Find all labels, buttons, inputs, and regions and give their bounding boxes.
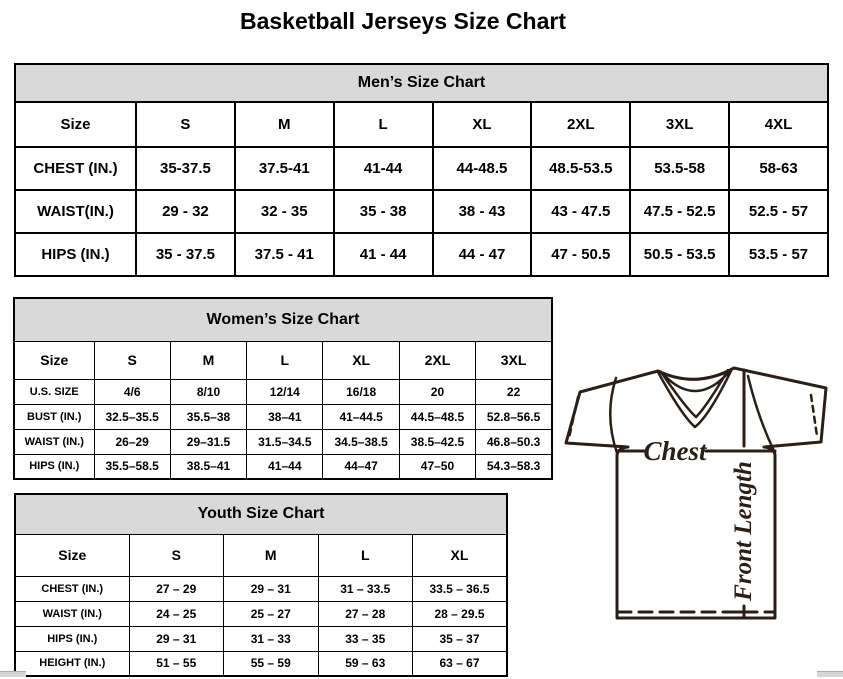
youth-size-table xyxy=(14,493,508,677)
cell: 53.5 - 57 xyxy=(729,233,828,276)
front-length-label: Front Length xyxy=(730,461,757,601)
cell: 20 xyxy=(399,379,475,404)
cell: 52.5 - 57 xyxy=(729,190,828,233)
cell: 47.5 - 52.5 xyxy=(630,190,729,233)
row-label: WAIST(IN.) xyxy=(15,190,136,233)
cell: 25 – 27 xyxy=(224,601,319,626)
cell: 26–29 xyxy=(94,429,170,454)
cell: 38.5–42.5 xyxy=(399,429,475,454)
cell: 34.5–38.5 xyxy=(323,429,399,454)
table-row xyxy=(14,454,552,479)
table-row xyxy=(14,379,552,404)
column-header: 2XL xyxy=(531,102,630,147)
sleeve-stitch-dashes xyxy=(569,395,817,438)
womens-size-table xyxy=(13,297,553,480)
cell: 43 - 47.5 xyxy=(531,190,630,233)
column-header: M xyxy=(235,102,334,147)
cell: 27 – 29 xyxy=(129,576,224,601)
cell: 63 – 67 xyxy=(413,651,508,676)
column-header: Size xyxy=(15,102,136,147)
table-row xyxy=(15,651,507,676)
column-header: S xyxy=(94,341,170,379)
chest-label: Chest xyxy=(643,436,707,466)
cell: 38.5–41 xyxy=(170,454,246,479)
column-header: L xyxy=(334,102,433,147)
mens-table-title: Men’s Size Chart xyxy=(15,64,828,102)
cell: 24 – 25 xyxy=(129,601,224,626)
column-header: Size xyxy=(15,534,129,576)
cell: 8/10 xyxy=(170,379,246,404)
cell: 41 - 44 xyxy=(334,233,433,276)
table-row xyxy=(14,429,552,454)
cell: 53.5-58 xyxy=(630,147,729,190)
cell: 35 - 38 xyxy=(334,190,433,233)
column-header: 4XL xyxy=(729,102,828,147)
cell: 35.5–58.5 xyxy=(94,454,170,479)
column-header: Size xyxy=(14,341,94,379)
column-header: 3XL xyxy=(476,341,552,379)
jersey-diagram xyxy=(558,363,840,635)
cell: 44 - 47 xyxy=(433,233,532,276)
table-row xyxy=(15,601,507,626)
cell: 35 – 37 xyxy=(413,626,508,651)
cell: 29 – 31 xyxy=(129,626,224,651)
table-row xyxy=(15,147,828,190)
youth-table-title: Youth Size Chart xyxy=(15,494,507,534)
cell: 27 – 28 xyxy=(318,601,413,626)
cell: 41-44 xyxy=(334,147,433,190)
cell: 44–47 xyxy=(323,454,399,479)
cell: 38–41 xyxy=(247,404,323,429)
cell: 48.5-53.5 xyxy=(531,147,630,190)
row-label: WAIST (IN.) xyxy=(14,429,94,454)
cell: 35 - 37.5 xyxy=(136,233,235,276)
cell: 29–31.5 xyxy=(170,429,246,454)
row-label: CHEST (IN.) xyxy=(15,147,136,190)
row-label: HIPS (IN.) xyxy=(15,233,136,276)
cell: 31.5–34.5 xyxy=(247,429,323,454)
row-label: U.S. SIZE xyxy=(14,379,94,404)
cell: 22 xyxy=(476,379,552,404)
column-header: XL xyxy=(433,102,532,147)
cell: 54.3–58.3 xyxy=(476,454,552,479)
cell: 29 – 31 xyxy=(224,576,319,601)
cell: 28 – 29.5 xyxy=(413,601,508,626)
cell: 46.8–50.3 xyxy=(476,429,552,454)
cell: 33 – 35 xyxy=(318,626,413,651)
table-row xyxy=(15,576,507,601)
cell: 35-37.5 xyxy=(136,147,235,190)
cell: 33.5 – 36.5 xyxy=(413,576,508,601)
cell: 41–44 xyxy=(247,454,323,479)
page-title: Basketball Jerseys Size Chart xyxy=(239,8,566,34)
cell: 32 - 35 xyxy=(235,190,334,233)
row-label: HIPS (IN.) xyxy=(14,454,94,479)
cell: 29 - 32 xyxy=(136,190,235,233)
column-header: S xyxy=(136,102,235,147)
row-label: HIPS (IN.) xyxy=(15,626,129,651)
cell: 31 – 33 xyxy=(224,626,319,651)
row-label: BUST (IN.) xyxy=(14,404,94,429)
cell: 44.5–48.5 xyxy=(399,404,475,429)
column-header: L xyxy=(318,534,413,576)
row-label: CHEST (IN.) xyxy=(15,576,129,601)
column-header: M xyxy=(224,534,319,576)
table-row xyxy=(15,233,828,276)
scrollbar-fragment-left xyxy=(0,671,26,677)
cell: 35.5–38 xyxy=(170,404,246,429)
cell: 41–44.5 xyxy=(323,404,399,429)
cell: 51 – 55 xyxy=(129,651,224,676)
column-header: 3XL xyxy=(630,102,729,147)
column-header: XL xyxy=(413,534,508,576)
mens-size-table xyxy=(14,63,829,277)
cell: 58-63 xyxy=(729,147,828,190)
cell: 44-48.5 xyxy=(433,147,532,190)
row-label: WAIST (IN.) xyxy=(15,601,129,626)
cell: 4/6 xyxy=(94,379,170,404)
column-header: XL xyxy=(323,341,399,379)
table-row xyxy=(14,404,552,429)
cell: 55 – 59 xyxy=(224,651,319,676)
table-row xyxy=(15,626,507,651)
cell: 12/14 xyxy=(247,379,323,404)
column-header: S xyxy=(129,534,224,576)
cell: 31 – 33.5 xyxy=(318,576,413,601)
cell: 50.5 - 53.5 xyxy=(630,233,729,276)
cell: 59 – 63 xyxy=(318,651,413,676)
row-label: HEIGHT (IN.) xyxy=(15,651,129,676)
jersey-outline xyxy=(566,368,826,618)
cell: 16/18 xyxy=(323,379,399,404)
column-header: M xyxy=(170,341,246,379)
scrollbar-fragment-right xyxy=(817,671,843,677)
cell: 37.5-41 xyxy=(235,147,334,190)
table-row xyxy=(15,190,828,233)
column-header: L xyxy=(247,341,323,379)
cell: 47 - 50.5 xyxy=(531,233,630,276)
cell: 32.5–35.5 xyxy=(94,404,170,429)
cell: 47–50 xyxy=(399,454,475,479)
womens-table-title: Women’s Size Chart xyxy=(14,298,552,341)
cell: 38 - 43 xyxy=(433,190,532,233)
cell: 52.8–56.5 xyxy=(476,404,552,429)
cell: 37.5 - 41 xyxy=(235,233,334,276)
column-header: 2XL xyxy=(399,341,475,379)
